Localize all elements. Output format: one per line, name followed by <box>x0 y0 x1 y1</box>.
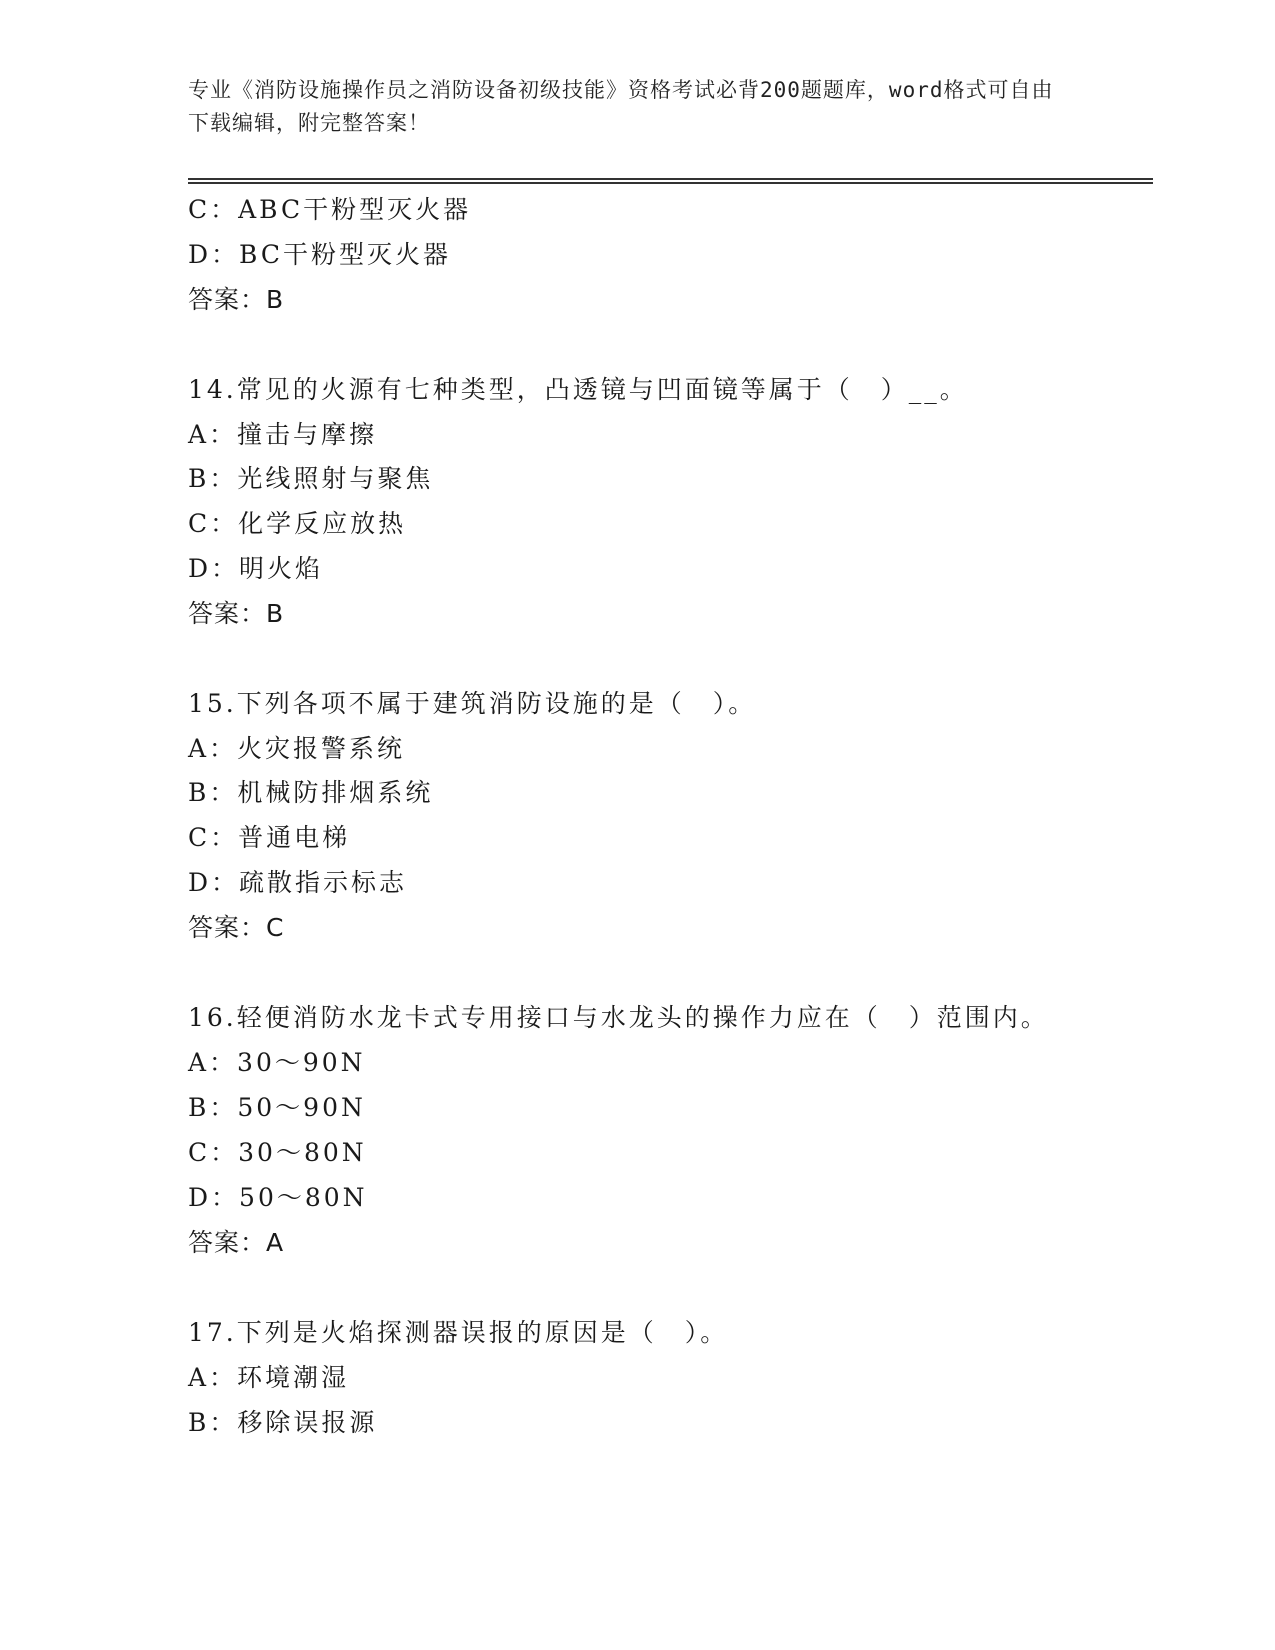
option-b: B：机械防排烟系统 <box>188 778 434 807</box>
answer: 答案：B <box>188 599 285 628</box>
question-15: 15.下列各项不属于建筑消防设施的是（ ）。 <box>188 689 757 718</box>
option-c: C：ABC干粉型灭火器 <box>188 195 472 224</box>
option-d: D：BC干粉型灭火器 <box>188 240 452 269</box>
question-17: 17.下列是火焰探测器误报的原因是（ ）。 <box>188 1318 729 1347</box>
option-d: D：疏散指示标志 <box>188 868 408 897</box>
option-d: D：明火焰 <box>188 554 324 583</box>
option-c: C：普通电梯 <box>188 823 351 852</box>
document-header: 专业《消防设施操作员之消防设备初级技能》资格考试必背200题题库，word格式可自由下载编辑，附完整答案！ <box>188 78 1054 135</box>
question-16: 16.轻便消防水龙卡式专用接口与水龙头的操作力应在（ ）范围内。 <box>188 1003 1049 1032</box>
option-b: B：50～90N <box>188 1093 366 1122</box>
option-a: A：30～90N <box>188 1048 366 1077</box>
option-a: A：环境潮湿 <box>188 1363 350 1392</box>
option-c: C：化学反应放热 <box>188 509 407 538</box>
option-c: C：30～80N <box>188 1138 367 1167</box>
answer: 答案：C <box>188 913 285 942</box>
option-b: B：移除误报源 <box>188 1408 378 1437</box>
answer: 答案：A <box>188 1228 285 1257</box>
option-d: D：50～80N <box>188 1183 368 1212</box>
question-14: 14.常见的火源有七种类型，凸透镜与凹面镜等属于（ ）__。 <box>188 375 968 404</box>
option-a: A：撞击与摩擦 <box>188 420 378 449</box>
option-b: B：光线照射与聚焦 <box>188 464 434 493</box>
option-a: A：火灾报警系统 <box>188 734 406 763</box>
header-divider <box>188 178 1153 184</box>
answer: 答案：B <box>188 285 285 314</box>
